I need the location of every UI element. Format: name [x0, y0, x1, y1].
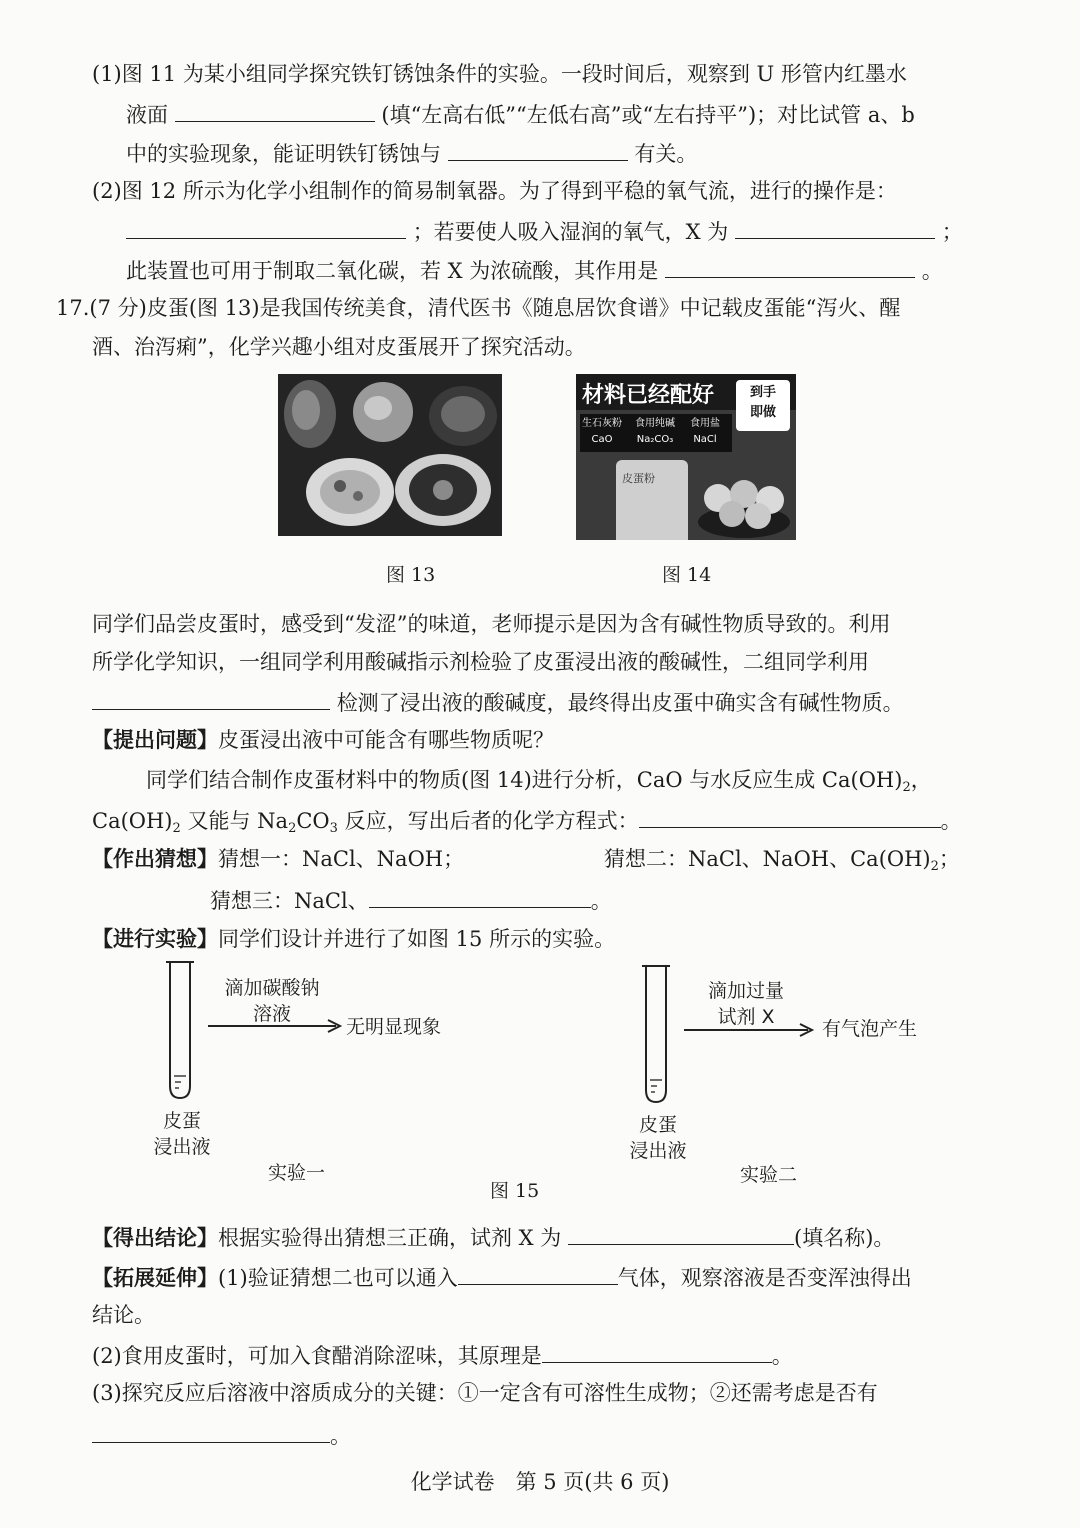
answer-blank-vinegar-principle[interactable]: [542, 1340, 772, 1363]
fig14-item2-formula: Na₂CO₃: [636, 434, 674, 445]
answer-blank-reagent-x[interactable]: [568, 1222, 794, 1245]
century-egg-collage-image: [278, 374, 502, 536]
fig14-banner-text: 材料已经配好: [582, 383, 715, 408]
fig14-badge-line2: 即做: [749, 405, 776, 420]
analysis-line2-c: CO: [296, 809, 330, 833]
q16-p1-line2-a: 液面: [126, 103, 168, 127]
fig14-eggs-image: [696, 470, 792, 540]
experiment-text: 同学们设计并进行了如图 15 所示的实验。: [218, 927, 616, 951]
experiment-line: [92, 925, 615, 953]
answer-blank-x-substance[interactable]: [735, 216, 935, 239]
analysis-line2-a: Ca(OH): [92, 809, 173, 833]
extension-tag: 【拓展延伸】: [92, 1265, 218, 1290]
figure-14-photo: [576, 374, 796, 540]
hypothesis-3-end: 。: [590, 889, 612, 913]
analysis-line2-d: 反应，写出后者的化学方程式：: [344, 809, 639, 833]
exp2-reagent-line2: 试剂 X: [717, 1006, 775, 1028]
fig14-product-bag: [616, 460, 688, 540]
q16-p2-line3: [126, 255, 943, 285]
taste-line3-text: 检测了浸出液的酸碱度，最终得出皮蛋中确实含有碱性物质。: [336, 691, 904, 715]
extension-line1: [92, 1262, 912, 1292]
taste-line1: 同学们品尝皮蛋时，感受到“发涩”的味道，老师提示是因为含有碱性物质导致的。利用: [92, 612, 891, 636]
q16-p1-line1: (1)图 11 为某小组同学探究铁钉锈蚀条件的实验。一段时间后，观察到 U 形管内红墨水: [92, 62, 907, 86]
q16-p2-line2: [126, 216, 963, 246]
question-tag: 【提出问题】: [92, 727, 218, 752]
q16-p2-line3-b: 。: [921, 259, 943, 283]
q17-intro-line1: 17.(7 分)皮蛋(图 13)是我国传统美食，清代医书《随息居饮食谱》中记载皮蛋能“泻火、醒: [56, 296, 901, 320]
analysis-line2-b: 又能与 Na: [187, 809, 289, 833]
exp1-sample-line2: 浸出液: [153, 1136, 211, 1158]
extension-line4: [92, 1420, 351, 1450]
extension-1-c: 结论。: [92, 1303, 155, 1327]
extension-2-b: 。: [771, 1344, 793, 1368]
fig14-item3-formula: NaCl: [693, 434, 717, 445]
hypothesis-1: 猜想一：NaCl、NaOH；: [218, 847, 465, 871]
hypothesis-line1: [92, 845, 464, 873]
analysis-line2: $Ca(OH)_2$ 又能与 $Na_2CO_3$ 反应，写出后者的化学方程式： 。: [92, 805, 962, 835]
answer-blank-oxygen-operation[interactable]: [126, 216, 406, 239]
figure-15-caption: 图 15: [490, 1180, 540, 1202]
exp1-name: 实验一: [268, 1162, 326, 1184]
exp1-sample-line1: 皮蛋: [162, 1110, 201, 1132]
exp1-result: 无明显现象: [346, 1016, 442, 1038]
hypothesis-tag: 【作出猜想】: [92, 846, 218, 871]
exp2-reagent-line1: 滴加过量: [707, 980, 784, 1002]
q17-intro-line2: 酒、治泻痢”，化学兴趣小组对皮蛋展开了探究活动。: [92, 335, 586, 359]
fig14-item3-name: 食用盐: [690, 418, 720, 429]
fig14-ingredient-list: [580, 414, 732, 452]
analysis-line2-e: 。: [940, 809, 962, 833]
exp1-reagent-line2: 溶液: [252, 1003, 291, 1025]
answer-blank-hypothesis-3[interactable]: [369, 885, 591, 908]
q16-p2-line2-a: ；若要使人吸入湿润的氧气，X 为: [412, 220, 729, 244]
q16-p1-line2: [126, 99, 915, 129]
exp2-result: 有气泡产生: [822, 1018, 918, 1040]
conclusion-line: [92, 1222, 894, 1252]
q16-p2-line2-b: ；: [941, 220, 963, 244]
conclusion-text-b: (填名称)。: [794, 1226, 895, 1250]
test-tube-1: [166, 962, 194, 1098]
exp1-sample-label: [150, 1108, 214, 1160]
hypothesis-2-text: 猜想二：NaCl、NaOH、Ca(OH): [604, 847, 931, 871]
hypothesis-3: [210, 885, 612, 915]
exp1-reagent-label: [214, 975, 330, 1027]
experiment-tag: 【进行实验】: [92, 926, 218, 951]
fig14-item1-name: 生石灰粉: [582, 418, 622, 429]
q16-p1-line3-b: 有关。: [634, 142, 698, 166]
extension-line3: (3)探究反应后溶液中溶质成分的关键：①一定含有可溶性生成物；②还需考虑是否有: [92, 1381, 878, 1405]
extension-1-a: (1)验证猜想二也可以通入: [218, 1266, 458, 1290]
fig14-item3: [690, 416, 720, 448]
answer-blank-equation[interactable]: [639, 805, 941, 828]
extension-3-end: 。: [330, 1424, 351, 1448]
taste-line2: 所学化学知识，一组同学利用酸碱指示剂检验了皮蛋浸出液的酸碱性，二组同学利用: [92, 650, 869, 674]
answer-blank-rust-factor[interactable]: [448, 138, 628, 161]
answer-blank-sulfuric-acid-role[interactable]: [665, 255, 915, 278]
exp2-sample-label: [626, 1112, 690, 1164]
question-section: [92, 726, 554, 754]
taste-line3: [92, 687, 904, 717]
answer-blank-ph-tool[interactable]: [92, 687, 330, 710]
test-tube-2: [642, 966, 670, 1102]
q16-p1-line3-a: 中的实验现象，能证明铁钉锈蚀与: [126, 142, 441, 166]
q16-p2-line1: (2)图 12 所示为化学小组制作的简易制氧器。为了得到平稳的氧气流，进行的操作是：: [92, 179, 897, 203]
extension-2-a: (2)食用皮蛋时，可加入食醋消除涩味，其原理是: [92, 1344, 542, 1368]
figure-14-caption: 图 14: [662, 564, 712, 586]
fig14-item1: [582, 416, 622, 448]
conclusion-tag: 【得出结论】: [92, 1225, 218, 1250]
exp2-reagent-label: [694, 978, 798, 1030]
hypothesis-3-text: 猜想三：NaCl、: [210, 889, 369, 913]
figure-13-caption: 图 13: [386, 564, 436, 586]
answer-blank-gas[interactable]: [458, 1262, 618, 1285]
exp2-name: 实验二: [740, 1164, 798, 1186]
exp1-reagent-line1: 滴加碳酸钠: [224, 977, 320, 999]
q16-p1-line3: [126, 138, 697, 168]
hypothesis-2-end: ；: [938, 847, 960, 871]
analysis-line1: 同学们结合制作皮蛋材料中的物质(图 14)进行分析，CaO 与水反应生成 $Ca(OH)_2$，: [146, 768, 932, 795]
answer-blank-excess-reactant[interactable]: [92, 1420, 330, 1443]
extension-line2: [92, 1340, 793, 1370]
fig14-item2: [635, 416, 675, 448]
q16-p1-line2-b: (填“左高右低”“左低右高”或“左右持平”)；对比试管 a、b: [381, 103, 915, 127]
answer-blank-liquid-level[interactable]: [175, 99, 375, 122]
conclusion-text-a: 根据实验得出猜想三正确，试剂 X 为: [218, 1226, 562, 1250]
q16-p2-line3-a: 此装置也可用于制取二氧化碳，若 X 为浓硫酸，其作用是: [126, 259, 659, 283]
exp2-sample-line1: 皮蛋: [638, 1114, 677, 1136]
page-footer: 化学试卷 第 5 页(共 6 页): [410, 1470, 670, 1494]
hypothesis-2: 猜想二：NaCl、NaOH、$Ca(OH)_2$；: [604, 847, 960, 874]
fig14-badge: [736, 380, 790, 431]
fig14-bag-text: 皮蛋粉: [622, 472, 655, 485]
exp2-sample-line2: 浸出液: [629, 1140, 687, 1162]
fig14-badge-line1: 到手: [749, 385, 776, 400]
question-text: 皮蛋浸出液中可能含有哪些物质呢？: [218, 728, 554, 752]
analysis-line1-text: 同学们结合制作皮蛋材料中的物质(图 14)进行分析，CaO 与水反应生成 Ca(OH): [146, 768, 903, 792]
figure-15-diagram: [0, 950, 1080, 1210]
fig14-item2-name: 食用纯碱: [635, 418, 675, 429]
extension-1-b: 气体，观察溶液是否变浑浊得出: [617, 1266, 912, 1290]
figure-13-photo: [278, 374, 502, 536]
fig14-item1-formula: CaO: [591, 434, 613, 445]
